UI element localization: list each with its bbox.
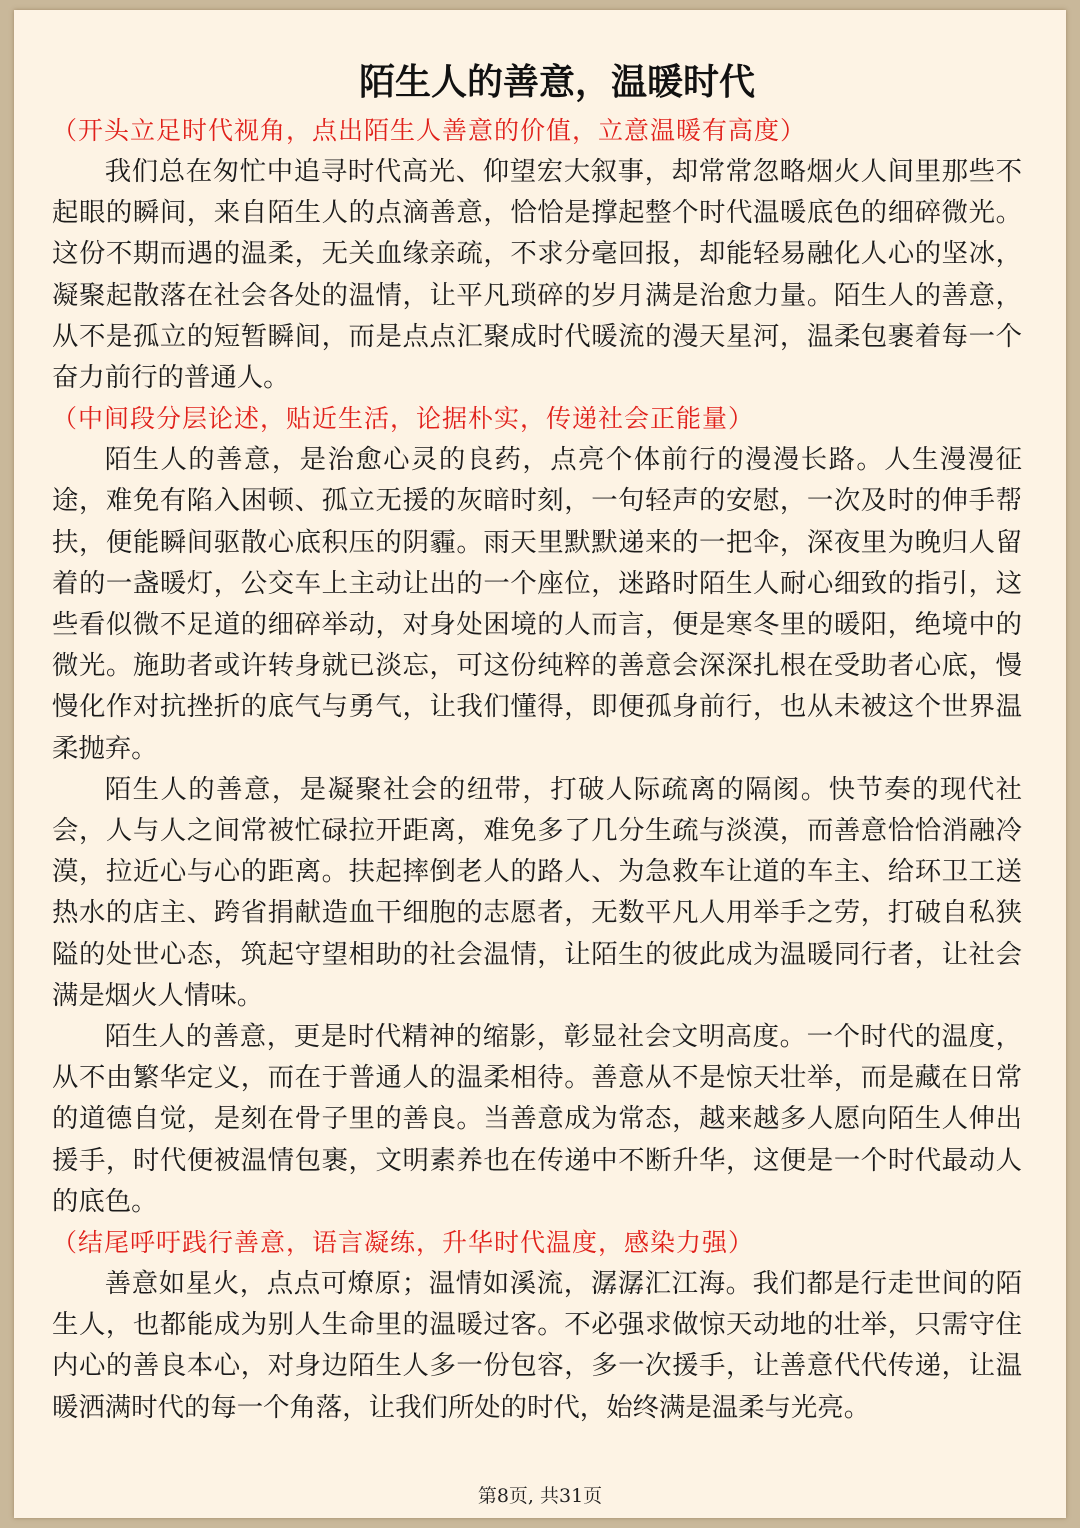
annotation-middle: （中间段分层论述，贴近生活，论据朴实，传递社会正能量） [52,404,755,434]
page-title: 陌生人的善意，温暖时代 [358,61,755,103]
page-number: 第8页, 共31页 [477,1485,603,1507]
paragraph-1: 我们总在匆忙中追寻时代高光、仰望宏大叙事，却常常忽略烟火人间里那些不起眼的瞬间，来自陌生人的点滴善意，恰恰是撑起整个时代温暖底色的细碎微光。这份不期而遇的温柔，无关血缘亲疏，不求分毫回报，却能轻易融化人心的坚冰，凝聚起散落在社会各处的温情，让平凡琐碎的岁月满是治愈力量。陌生人的善意，从不是孤立的短暂瞬间，而是点点汇聚成时代暖流的漫天星河，温柔包裹着每一个奋力前行的普通人。 [52,156,1022,394]
annotation-intro: （开头立足时代视角，点出陌生人善意的价值，立意温暖有高度） [52,116,807,145]
paragraph-4: 陌生人的善意，更是时代精神的缩影，彰显社会文明高度。一个时代的温度，从不由繁华定义，而在于普通人的温柔相待。善意从不是惊天壮举，而是藏在日常的道德自觉，是刻在骨子里的善良。当善意成为常态，越来越多人愿向陌生人伸出援手，时代便被温情包裹，文明素养也在传递中不断升华，这便是一个时代最动人的底色。 [52,1021,1022,1217]
paragraph-5: 善意如星火，点点可燎原；温情如溪流，潺潺汇江海。我们都是行走世间的陌生人，也都能成为别人生命里的温暖过客。不必强求做惊天动地的壮举，只需守住内心的善良本心，对身边陌生人多一份包容，多一次援手，让善意代代传递，让温暖洒满时代的每一个角落，让我们所处的时代，始终满是温柔与光亮。 [52,1268,1022,1423]
document-body [52,56,1022,1428]
document-page [14,10,1066,1518]
paragraph-3: 陌生人的善意，是凝聚社会的纽带，打破人际疏离的隔阂。快节奏的现代社会，人与人之间常被忙碌拉开距离，难免多了几分生疏与淡漠，而善意恰恰消融冷漠，拉近心与心的距离。扶起摔倒老人的路人、为急救车让道的车主、给环卫工送热水的店主、跨省捐献造血干细胞的志愿者，无数平凡人用举手之劳，打破自私狭隘的处世心态，筑起守望相助的社会温情，让陌生的彼此成为温暖同行者，让社会满是烟火人情味。 [52,773,1022,1011]
annotation-ending: （结尾呼吁践行善意，语言凝练，升华时代温度，感染力强） [52,1228,755,1258]
paragraph-2: 陌生人的善意，是治愈心灵的良药，点亮个体前行的漫漫长路。人生漫漫征途，难免有陷入困顿、孤立无援的灰暗时刻，一句轻声的安慰，一次及时的伸手帮扶，便能瞬间驱散心底积压的阴霾。雨天里默默递来的一把伞，深夜里为晚归人留着的一盏暖灯，公交车上主动让出的一个座位，迷路时陌生人耐心细致的指引，这些看似微不足道的细碎举动，对身处困境的人而言，便是寒冬里的暖阳，绝境中的微光。施助者或许转身就已淡忘，可这份纯粹的善意会深深扎根在受助者心底，慢慢化作对抗挫折的底气与勇气，让我们懂得，即便孤身前行，也从未被这个世界温柔抛弃。 [52,444,1022,764]
